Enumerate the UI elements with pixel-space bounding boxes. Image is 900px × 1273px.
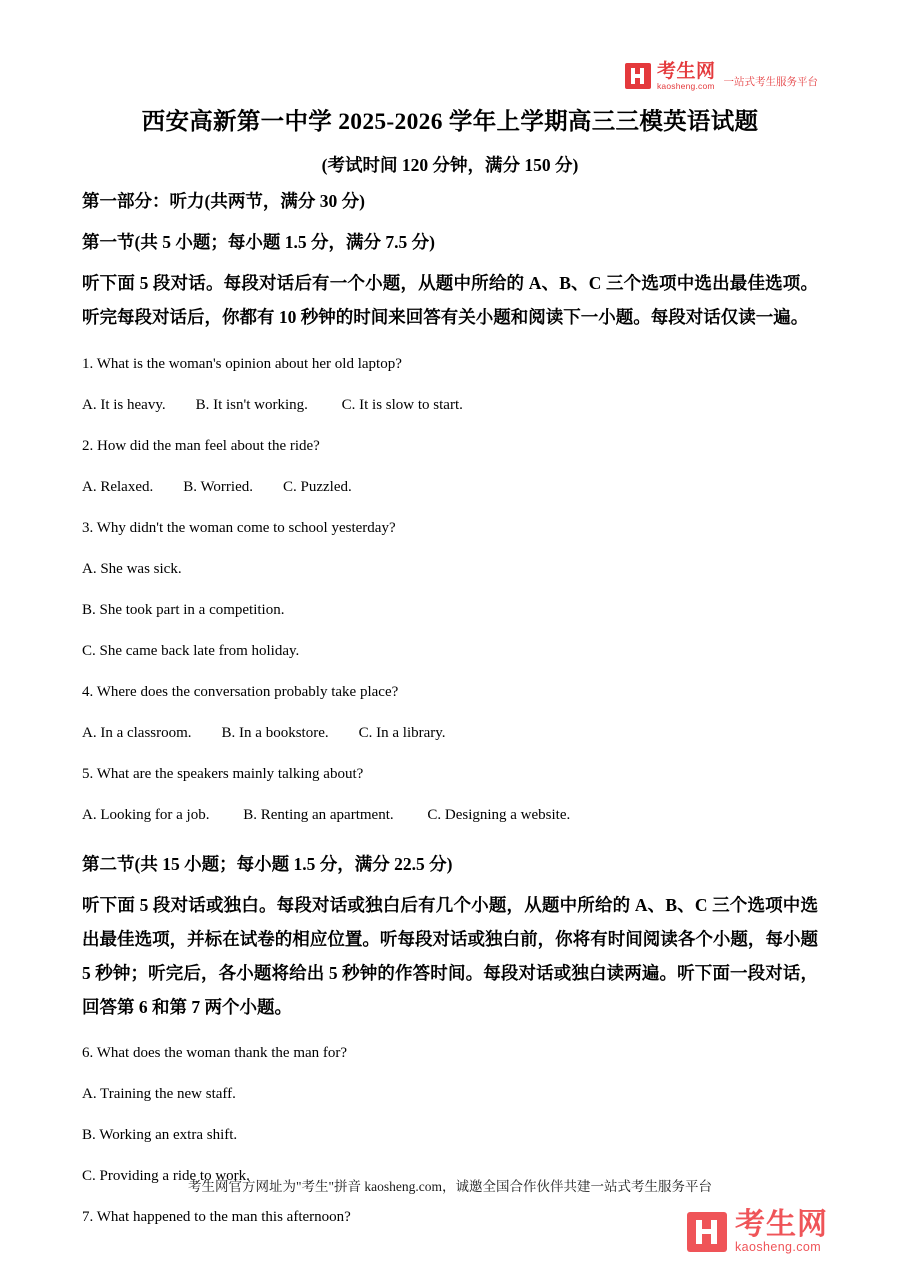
question-option: C. Providing a ride to work.: [82, 1168, 250, 1185]
watermark-bar-decoration: [696, 1229, 717, 1234]
question-options: A. Looking for a job. B. Renting an apartment. C. Designing a website.: [82, 806, 571, 823]
question-options: A. Relaxed. B. Worried. C. Puzzled.: [82, 478, 352, 495]
logo-brand-en: kaosheng.com: [656, 80, 715, 91]
exam-info-subtitle: (考试时间 120 分钟，满分 150 分): [321, 155, 579, 175]
question-stem: 4. Where does the conversation probably take place?: [82, 683, 399, 700]
question-option: B. Working an extra shift.: [82, 1127, 238, 1144]
section-one-instructions: 听下面 5 段对话。每段对话后有一个小题，从题中所给的 A、B、C 三个选项中选出最佳选项。听完每段对话后，你都有 10 秒钟的时间来回答有关小题和阅读下一小题。每段对话仅读一遍。: [82, 273, 818, 328]
watermark-brand-cn: 考生网: [735, 1208, 828, 1242]
logo-bar-decoration: [631, 74, 644, 78]
question-options: A. In a classroom. B. In a bookstore. C. In a library.: [82, 724, 446, 741]
page-title: 西安高新第一中学 2025-2026 学年上学期高三三模英语试题: [141, 109, 759, 135]
watermark-text-group: [735, 1208, 828, 1255]
section-one-heading: 第一节(共 5 小题；每小题 1.5 分，满分 7.5 分): [82, 232, 435, 253]
watermark-logo: [687, 1208, 828, 1255]
question-options: A. It is heavy. B. It isn't working. C. It is slow to start.: [82, 396, 463, 413]
question-stem: 6. What does the woman thank the man for?: [82, 1045, 348, 1062]
watermark-brand-en: kaosheng.com: [735, 1240, 822, 1255]
page-footer: 考生网官方网址为"考生"拼音 kaosheng.com，诚邀全国合作伙伴共建一站式考生服务平台: [187, 1179, 712, 1194]
question-stem: 5. What are the speakers mainly talking about?: [82, 765, 364, 782]
question-stem: 1. What is the woman's opinion about her old laptop?: [82, 355, 402, 372]
header-logo: [625, 62, 818, 91]
question-stem: 3. Why didn't the woman come to school yesterday?: [82, 519, 396, 536]
logo-slogan: 一站式考生服务平台: [723, 75, 818, 88]
section-two-heading: 第二节(共 15 小题；每小题 1.5 分，满分 22.5 分): [82, 853, 453, 874]
question-stem: 7. What happened to the man this afternoon?: [82, 1209, 351, 1226]
question-option: C. She came back late from holiday.: [82, 642, 300, 659]
part-one-heading: 第一部分：听力(共两节，满分 30 分): [82, 191, 365, 211]
kaosheng-logo-icon: [625, 63, 651, 89]
logo-brand-cn: 考生网: [656, 61, 716, 82]
question-option: A. She was sick.: [82, 560, 182, 577]
question-stem: 2. How did the man feel about the ride?: [82, 437, 320, 454]
question-option: B. She took part in a competition.: [82, 601, 285, 618]
kaosheng-watermark-icon: [687, 1212, 727, 1252]
logo-text-group: [657, 62, 716, 91]
question-option: A. Training the new staff.: [82, 1086, 236, 1103]
section-two-instructions: 听下面 5 段对话或独白。每段对话或独白后有几个小题，从题中所给的 A、B、C 三个选项中选出最佳选项，并标在试卷的相应位置。听每段对话或独白前，你将有时间阅读各个小题，每小题 5 秒钟；听完后，各小题将给出 5 秒钟的作答时间。每段对话或独白读两遍。听下面一段对话，回答第 6 和第 7 两个小题。: [82, 894, 818, 1017]
